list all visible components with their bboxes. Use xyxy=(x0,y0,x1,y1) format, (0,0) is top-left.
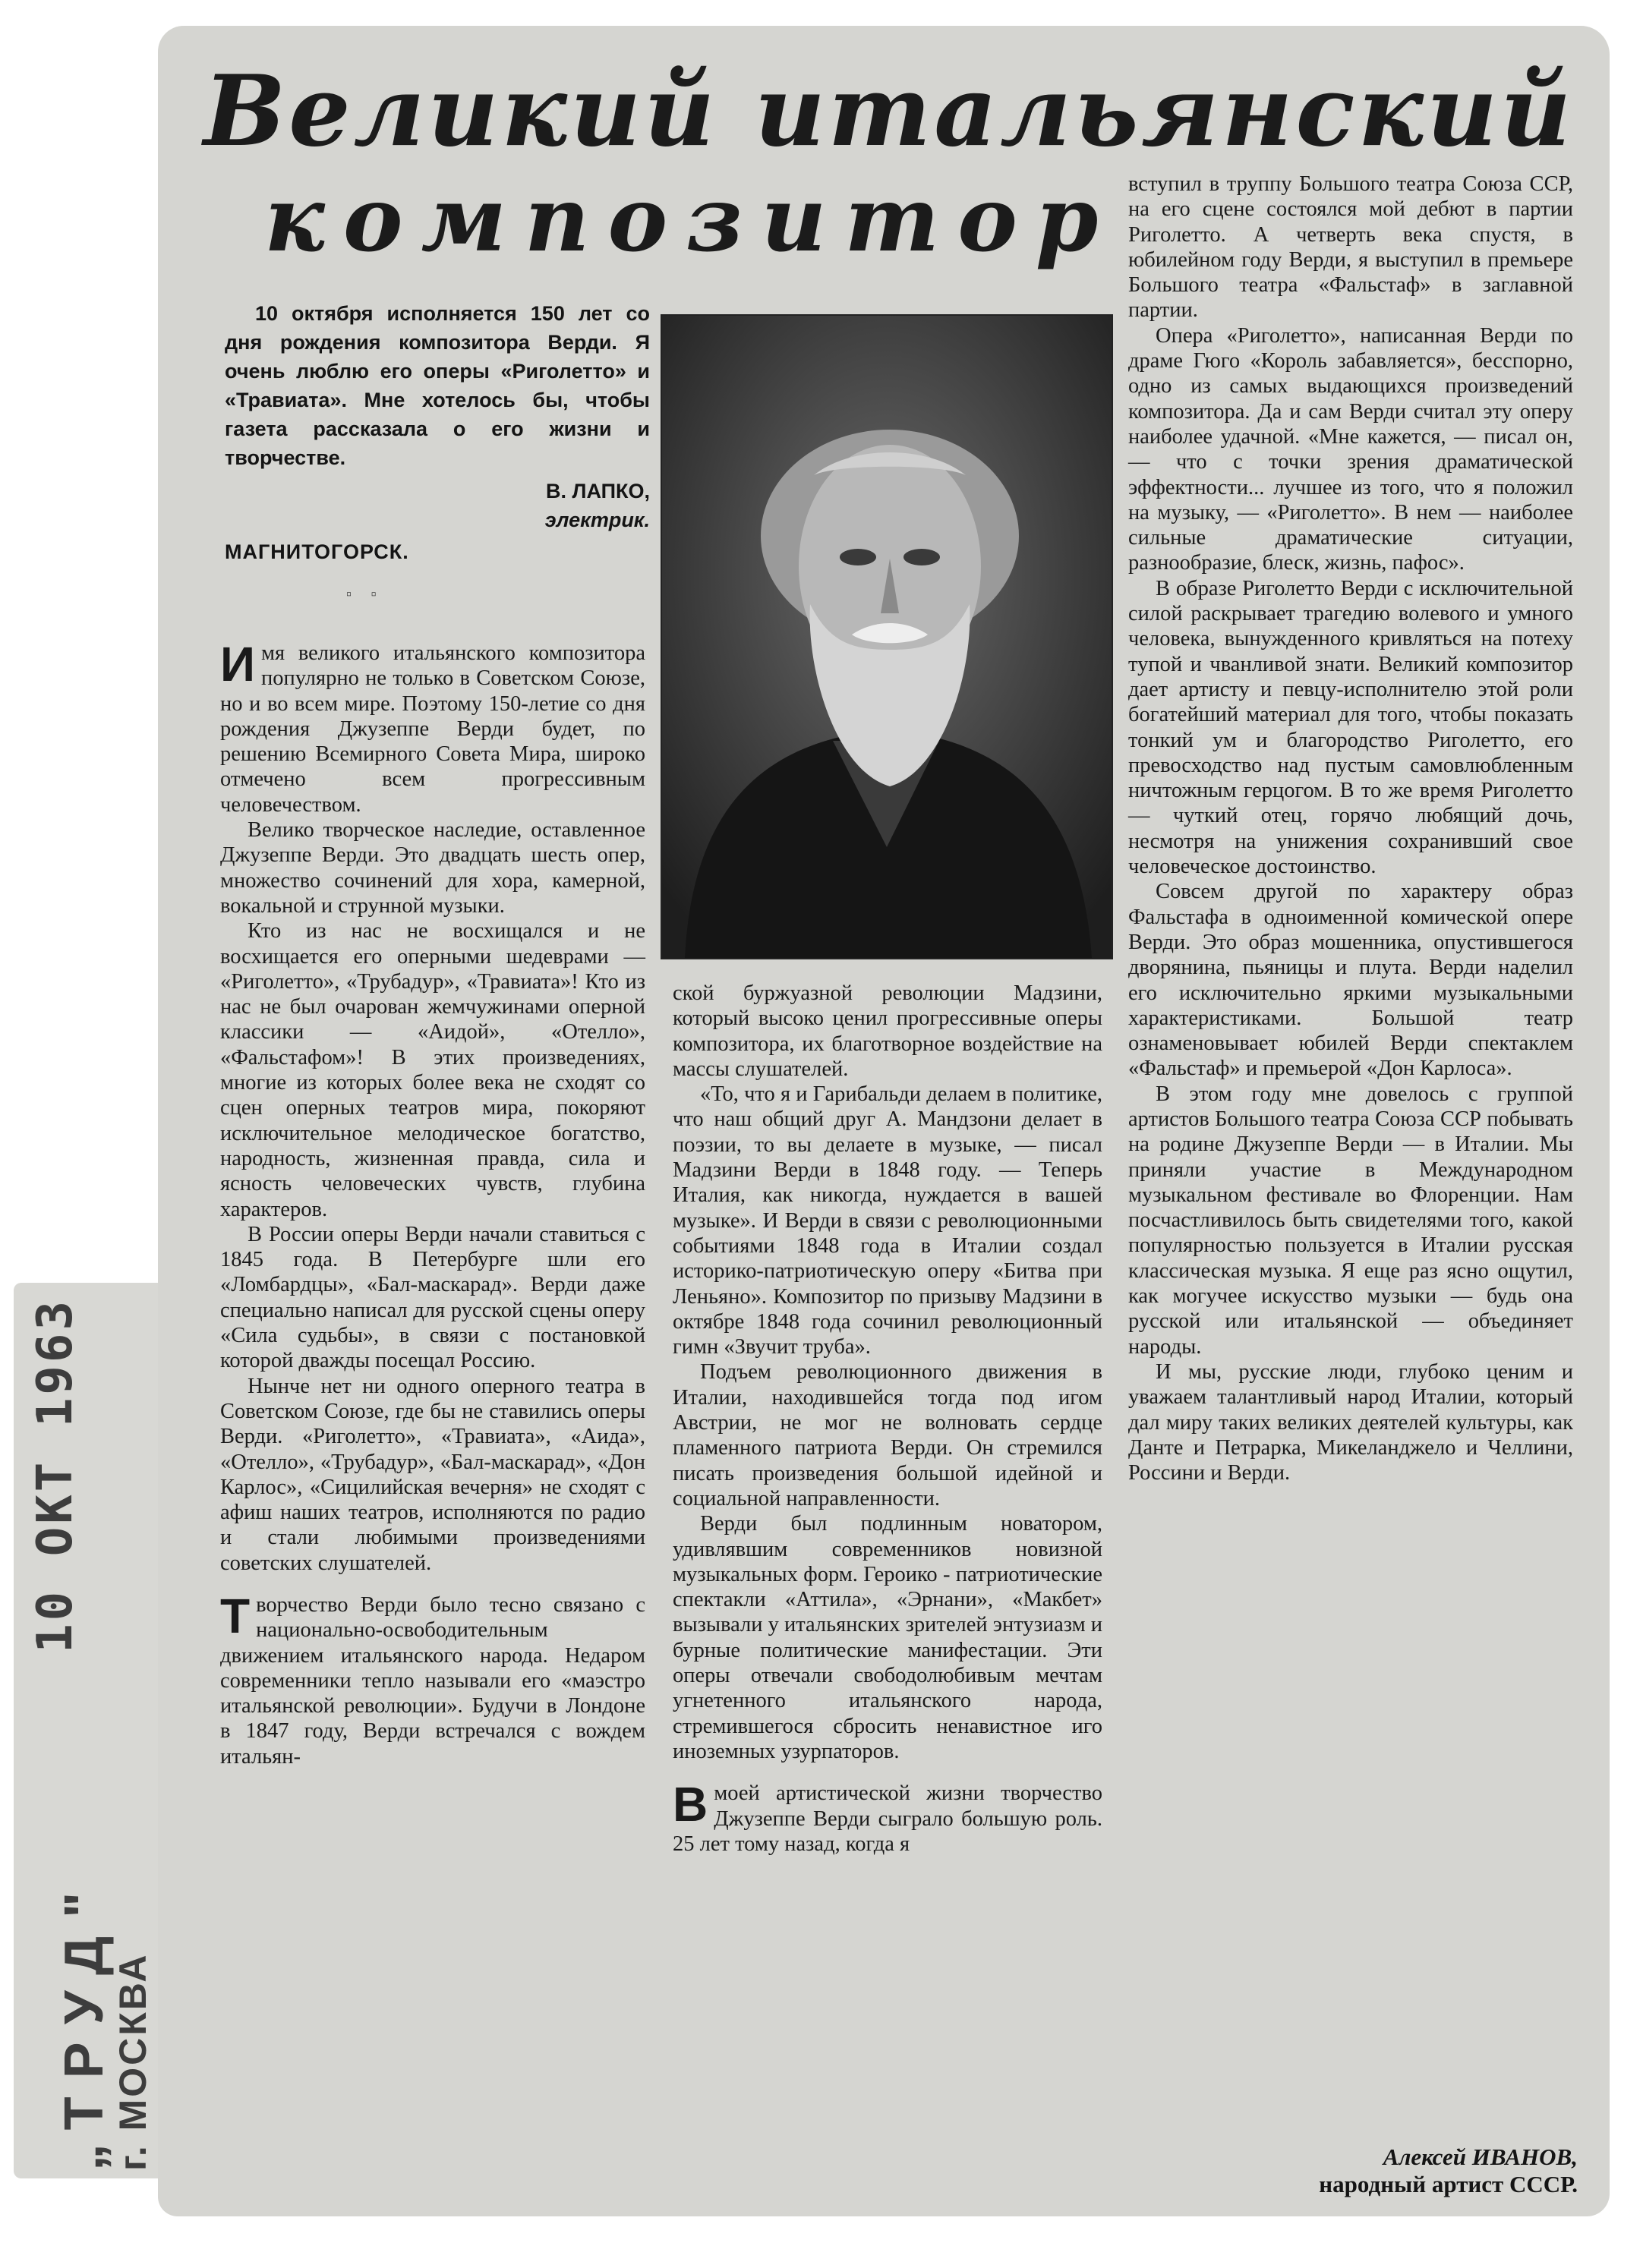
section-paragraph xyxy=(673,1777,1102,1857)
article-paragraph: Опера «Риголетто», написанная Верди по драме Гюго «Король забавляется», бесспорно, одно из самых выдающихся произведений композитора. Да и сам Верди считал эту оперу наиболее удачной. «Мне кажется, — писал он, — что с точки зрения драматической эффектности... лучшее из того, что я положил на музыку, — «Риголетто». В нем — наиболее сильные драматические ситуации, разнообразие, блеск, жизнь, пафос». xyxy=(1128,323,1573,575)
section-separator: ▫ ▫ xyxy=(346,586,384,603)
article-column-3 xyxy=(1128,172,1573,1485)
verdi-portrait-image xyxy=(662,316,1112,958)
headline-line-1: Великий итальянский xyxy=(203,55,1575,169)
author-name: Алексей ИВАНОВ, xyxy=(1383,2144,1578,2170)
intro-paragraph-text: мя великого итальянского композитора популярно не только в Советском Союзе, но и во всем мире. Поэтому 150-летие со дня рождения Джузеппе Верди будет, по решению Всемирного Совета Мира, широко отмечено всем прогрессивным человечеством. xyxy=(220,641,645,817)
stamp-city: г. МОСКВА xyxy=(112,1952,154,2171)
article-paragraph: В этом году мне довелось с группой артистов Большого театра Союза ССР побывать на родине Джузеппе Верди — в Италии. Мы приняли участие в Международном музыкальном фестивале во Флоренции. Нам посчастливилось быть свидетелями того, какой популярностью пользуется в Италии русская классическая музыка. Я еще раз ясно ощутил, как могучее искусство музыки — будь она русской или итальянской — объединяет народы. xyxy=(1128,1082,1573,1359)
verdi-portrait-photo xyxy=(661,314,1113,959)
drop-cap: Т xyxy=(220,1588,251,1643)
article-paragraph: вступил в труппу Большого театра Союза ССР, на его сцене состоялся мой дебют в партии Риголетто. А четверть века спустя, в юбилейном году Верди, я выступил в премьере Большого театра «Фальстаф» в заглавной партии. xyxy=(1128,172,1573,323)
article-paragraph: «То, что я и Гарибальди делаем в политике, что наш общий друг А. Мандзони делает в поэзии, то вы делаете в музыке, — писал Мадзини Верди в 1848 году. — Теперь Италия, как никогда, нуждается в вашей музыке». И Верди в связи с революционными событиями 1848 года в Италии создал историко-патриотическую оперу «Битва при Леньяно». Композитор по призыву Мадзини в октябре 1848 года сочинил революционный гимн «Звучит труба». xyxy=(673,1082,1102,1359)
reader-signature-job: электрик. xyxy=(544,509,650,531)
intro-paragraph xyxy=(220,637,645,817)
reader-letter xyxy=(225,299,650,609)
newspaper-clipping xyxy=(158,26,1610,2216)
stamp-date: 10 ОКТ 1963 xyxy=(27,1298,84,1653)
headline-line-2: композитор xyxy=(264,166,1117,272)
article-paragraph: ской буржуазной революции Мадзини, который высоко ценил прогрессивные оперы композитора, их благотворное воздействие на массы слушателей. xyxy=(673,981,1102,1081)
article-paragraph: Велико творческое наследие, оставленное Джузеппе Верди. Это двадцать шесть опер, множество сочинений для хора, камерной, вокальной и струнной музыки. xyxy=(220,818,645,918)
article-paragraph: В России оперы Верди начали ставиться с 1845 года. В Петербурге шли его «Ломбардцы», «Бал-маскарад». Верди даже специально написал для русской сцены оперу «Сила судьбы», в связи с постановкой которой дважды посещал Россию. xyxy=(220,1222,645,1373)
reader-signature-city: МАГНИТОГОРСК. xyxy=(225,540,409,563)
reader-signature-name: В. ЛАПКО, xyxy=(546,480,650,502)
author-signature xyxy=(1145,2144,1578,2198)
article-paragraph: Нынче нет ни одного оперного театра в Советском Союзе, где бы не ставились оперы Верди. «Риголетто», «Травиата», «Аида», «Отелло», «Трубадур», «Бал-маскарад», «Дон Карлос», «Сицилийская вечерня» не сходят с афиш наших театров, исполняются по радио и стали любимыми произведениями советских слушателей. xyxy=(220,1374,645,1575)
article-paragraph: Верди был подлинным новатором, удивлявшим современников новизной музыкальных форм. Героико - патриотические спектакли «Аттила», «Эрнани», «Макбет» вызывали у итальянских зрителей энтузиазм и бурные политические манифестации. Эти оперы отвечали свободолюбивым мечтам угнетенного итальянского народа, стремившегося сбросить ненавистное иго иноземных узурпаторов. xyxy=(673,1512,1102,1763)
article-paragraph: Совсем другой по характеру образ Фальстафа в одноименной комической опере Верди. Это образ мошенника, опустившегося дворянина, пьяницы и плута. Верди наделил его исключительно яркими музыкальными характеристиками. Большой театр ознаменовывает юбилей Верди спектаклем «Фальстаф» и премьерой «Дон Карлоса». xyxy=(1128,880,1573,1081)
article-paragraph: Подъем революционного движения в Италии, находившейся тогда под игом Австрии, не мог не волновать сердце пламенного патриота Верди. Он стремился писать произведения большой идейной и социальной направленности. xyxy=(673,1360,1102,1510)
article-column-1 xyxy=(220,637,645,1769)
stamp-newspaper: „ТРУД" xyxy=(54,1873,115,2171)
author-title: народный артист СССР. xyxy=(1319,2171,1578,2197)
drop-cap: В xyxy=(673,1777,708,1832)
article-paragraph: Кто из нас не восхищался и не восхищается его оперными шедеврами — «Риголетто», «Трубадур», «Травиата»! Кто из нас не был очарован жемчужинами оперной классики — «Аидой», «Отелло», «Фальстафом»! В этих произведениях, многие из которых более века не сходят со сцен оперных театров мира, покоряют исключительное мелодическое богатство, народность, жизненная правда, сила и ясность человеческих чувств, глубина характеров. xyxy=(220,919,645,1221)
article-column-2 xyxy=(673,981,1102,1857)
drop-cap: И xyxy=(220,637,255,691)
archive-stamp xyxy=(27,1298,164,2171)
section-paragraph-text: моей артистической жизни творчество Джузеппе Верди сыграло большую роль. 25 лет тому назад, когда я xyxy=(673,1781,1102,1856)
section-paragraph xyxy=(220,1588,645,1769)
article-paragraph: И мы, русские люди, глубоко ценим и уважаем талантливый народ Италии, который дал миру таких великих деятелей культуры, как Данте и Петрарка, Микеланджело и Челлини, Россини и Верди. xyxy=(1128,1359,1573,1485)
reader-letter-text: 10 октября исполняется 150 лет со дня рождения композитора Верди. Я очень люблю его оперы «Риголетто» и «Травиата». Мне хотелось бы, чтобы газета рассказала о его жизни и творчестве. xyxy=(225,302,650,469)
article-paragraph: В образе Риголетто Верди с исключительной силой раскрывает трагедию волевого и умного человека, вынужденного кривляться на потеху тупой и чванливой знати. Великий композитор дает артисту и певцу-исполнителю этой роли богатейший материал для того, чтобы показать тонкий ум и благородство Риголетто, его превосходство над пустым самовлюбленным ничтожным герцогом. В то же время Риголетто — чуткий отец, горячо любящий дочь, несмотря на унижения сохранивший свое человеческое достоинство. xyxy=(1128,576,1573,879)
section-paragraph-text: ворчество Верди было тесно связано с национально-освободительным движением итальянского народа. Недаром современники тепло называли его «маэстро итальянской революции». Будучи в Лондоне в 1847 году, Верди встречался с вождем итальян- xyxy=(220,1592,645,1769)
